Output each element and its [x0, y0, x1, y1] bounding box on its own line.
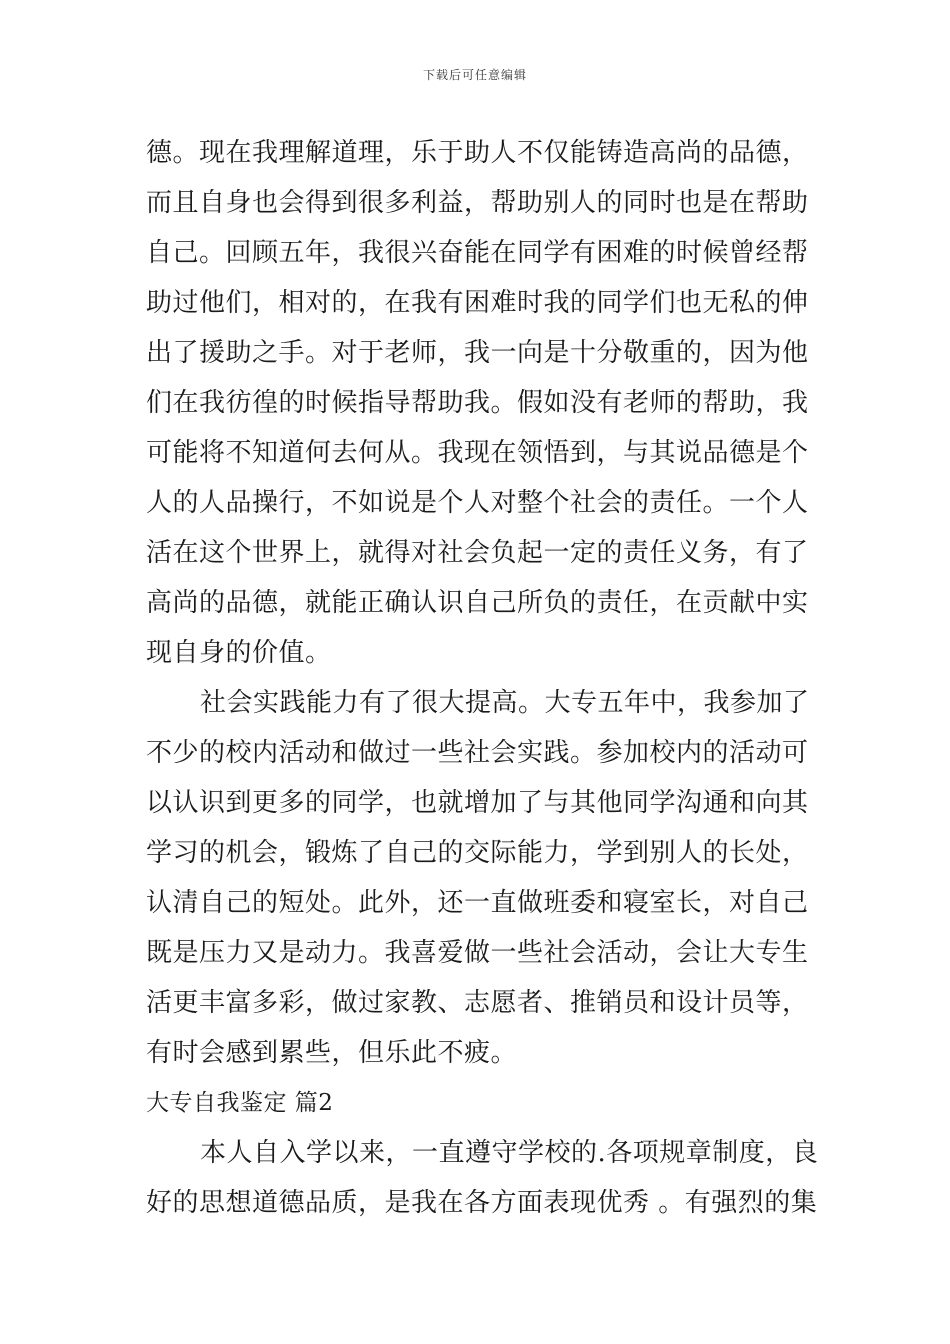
text-line: 不少的校内活动和做过一些社会实践。参加校内的活动可	[146, 738, 809, 768]
text-line: 人的人品操行，不如说是个人对整个社会的责任。一个人	[146, 488, 809, 518]
section-heading: 大专自我鉴定 篇2	[146, 1090, 334, 1116]
text-line: 活在这个世界上，就得对社会负起一定的责任义务，有了	[146, 538, 809, 568]
page-header: 下载后可任意编辑	[422, 68, 527, 82]
text-line: 们在我彷徨的时候指导帮助我。假如没有老师的帮助，我	[146, 388, 809, 418]
paragraph-start-line: 本人自入学以来，一直遵守学校的.各项规章制度，良	[200, 1138, 819, 1168]
text-line: 出了援助之手。对于老师，我一向是十分敬重的，因为他	[146, 338, 809, 368]
text-line: 高尚的品德，就能正确认识自己所负的责任，在贡献中实	[146, 588, 809, 618]
text-line: 可能将不知道何去何从。我现在领悟到，与其说品德是个	[146, 438, 809, 468]
text-line: 学习的机会，锻炼了自己的交际能力，学到别人的长处，	[146, 838, 809, 868]
paragraph-start-line: 社会实践能力有了很大提高。大专五年中，我参加了	[200, 688, 810, 718]
text-line: 助过他们，相对的，在我有困难时我的同学们也无私的伸	[146, 288, 809, 318]
document-body	[146, 128, 819, 1228]
text-line: 现自身的价值。	[146, 638, 332, 668]
text-line: 自己。回顾五年，我很兴奋能在同学有困难的时候曾经帮	[146, 238, 809, 268]
text-line: 好的思想道德品质，是我在各方面表现优秀 。有强烈的集	[146, 1188, 818, 1218]
text-line: 认清自己的短处。此外，还一直做班委和寝室长，对自己	[146, 888, 809, 918]
text-line: 既是压力又是动力。我喜爱做一些社会活动，会让大专生	[146, 938, 809, 968]
text-line: 活更丰富多彩，做过家教、志愿者、推销员和设计员等，	[146, 988, 809, 1018]
text-line: 而且自身也会得到很多利益，帮助别人的同时也是在帮助	[146, 188, 809, 218]
text-line: 德。现在我理解道理，乐于助人不仅能铸造高尚的品德，	[146, 138, 809, 168]
text-line: 有时会感到累些，但乐此不疲。	[146, 1038, 518, 1068]
text-line: 以认识到更多的同学，也就增加了与其他同学沟通和向其	[146, 788, 809, 818]
